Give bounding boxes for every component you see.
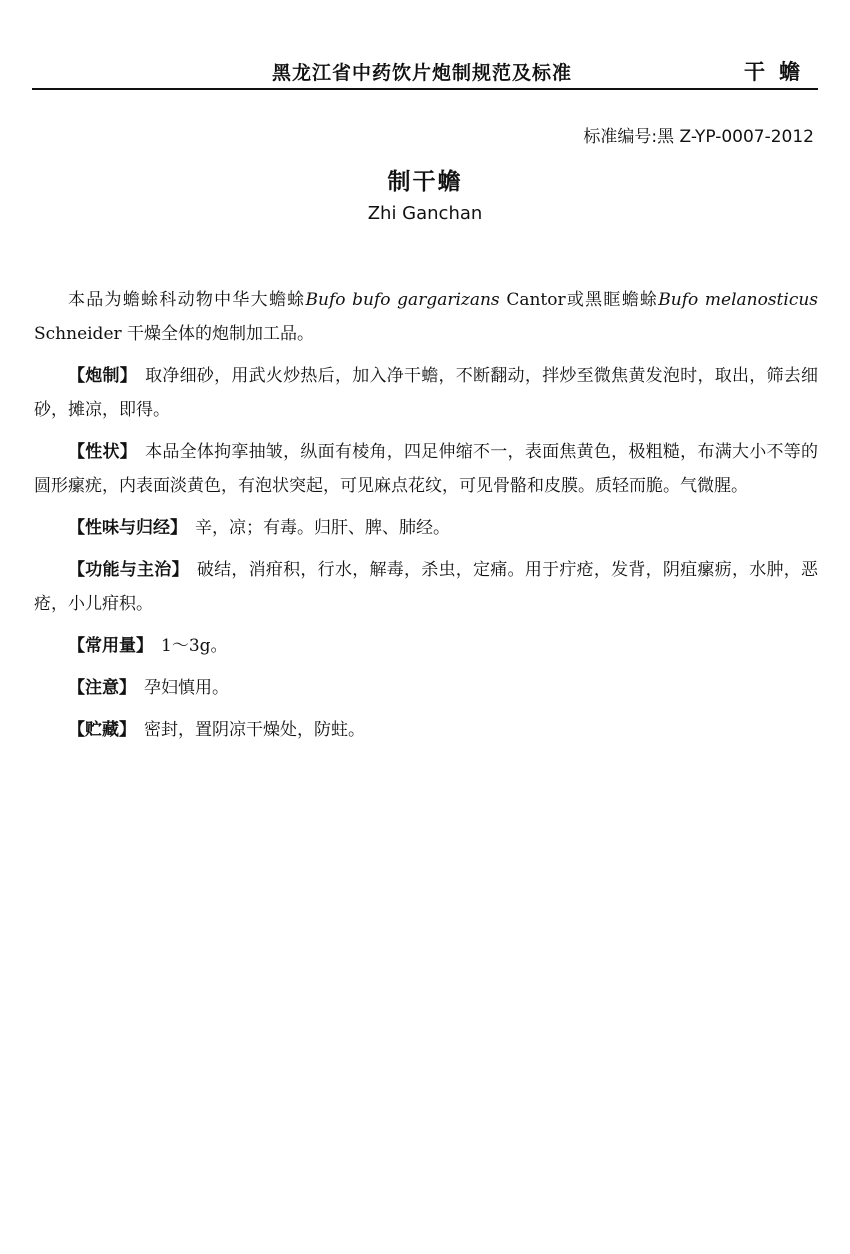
section-label: 【炮制】 [68,366,138,386]
section-text: 密封，置阴凉干燥处，防蛀。 [144,720,365,740]
running-header [32,52,818,92]
section-text: 辛，凉；有毒。归肝、脾、肺经。 [195,518,450,538]
intro-paragraph [34,283,818,351]
header-rule [32,88,818,90]
section-label: 【性状】 [68,442,138,462]
intro-text-1: 本品为蟾蜍科动物中华大蟾蜍 [68,290,306,310]
section-text: 取净细砂，用武火炒热后，加入净干蟾，不断翻动，拌炒至微焦黄发泡时，取出，筛去细砂，摊凉，即得。 [34,366,819,420]
section-label: 【性味与归经】 [68,518,187,538]
article-subtitle: Zhi Ganchan [367,203,483,224]
section-function-indication [34,553,818,621]
section-description [34,435,818,503]
article-title: 制干蟾 [387,169,463,195]
section-label: 【注意】 [68,678,136,698]
section-label: 【贮藏】 [68,720,136,740]
section-dosage [34,629,818,663]
standard-number: 标准编号:黑 Z-YP-0007-2012 [583,127,814,147]
section-storage [34,713,818,747]
section-processing [34,359,818,427]
section-property-meridian [34,511,818,545]
section-text: 破结，消疳积，行水，解毒，杀虫，定痛。用于疔疮，发背，阴疽瘰疬，水肿，恶疮，小儿疳积。 [34,560,819,614]
section-text: 本品全体拘挛抽皱，纵面有棱角，四足伸缩不一，表面焦黄色，极粗糙，布满大小不等的圆形瘰疣，内表面淡黄色，有泡状突起，可见麻点花纹，可见骨骼和皮膜。质轻而脆。气微腥。 [34,442,819,496]
book-title: 黑龙江省中药饮片炮制规范及标准 [272,62,573,84]
section-text: 1～3g。 [161,636,228,656]
intro-text-2: Cantor或黑眶蟾蜍 [499,290,659,310]
latin-name-2: Bufo melanosticus [658,290,819,310]
section-caution [34,671,818,705]
section-title: 干蟾 [744,60,814,84]
intro-text-3: Schneider 干燥全体的炮制加工品。 [34,324,315,344]
section-label: 【功能与主治】 [68,560,189,580]
section-label: 【常用量】 [68,636,153,656]
article-body [34,283,818,755]
latin-name-1: Bufo bufo gargarizans [305,290,500,310]
section-text: 孕妇慎用。 [144,678,229,698]
